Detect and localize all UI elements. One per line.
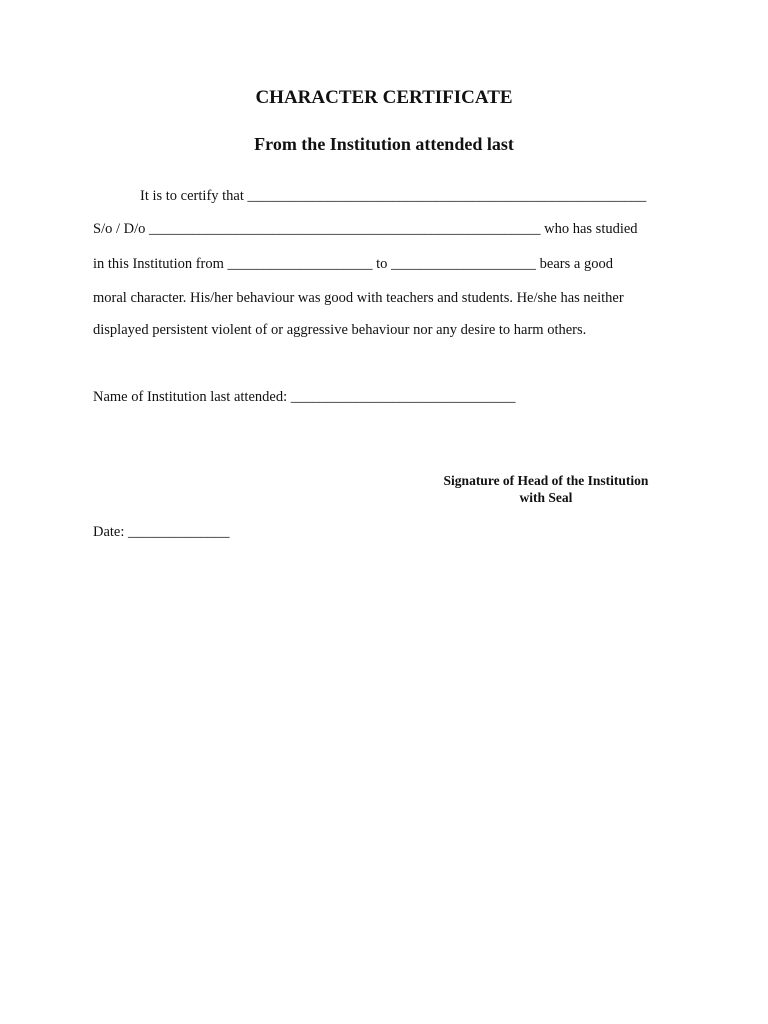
study-period-line: in this Institution from ____________________ to ____________________ bears a good — [93, 256, 613, 272]
certificate-subtitle: From the Institution attended last — [254, 134, 514, 154]
parent-line: S/o / D/o ______________________________________________________ who has studied — [93, 221, 638, 237]
signature-block — [420, 472, 672, 506]
date-line: Date: ______________ — [93, 524, 230, 540]
institution-name-line: Name of Institution last attended: _______________________________ — [93, 389, 516, 405]
seal-label: with Seal — [519, 490, 573, 505]
certify-line: It is to certify that _______________________________________________________ — [140, 188, 647, 204]
signature-label: Signature of Head of the Institution — [443, 473, 649, 488]
character-line: moral character. His/her behaviour was good with teachers and students. He/she has neither — [93, 290, 624, 306]
certificate-title: CHARACTER CERTIFICATE — [255, 87, 513, 108]
behaviour-line: displayed persistent violent of or aggressive behaviour nor any desire to harm others. — [93, 322, 587, 338]
